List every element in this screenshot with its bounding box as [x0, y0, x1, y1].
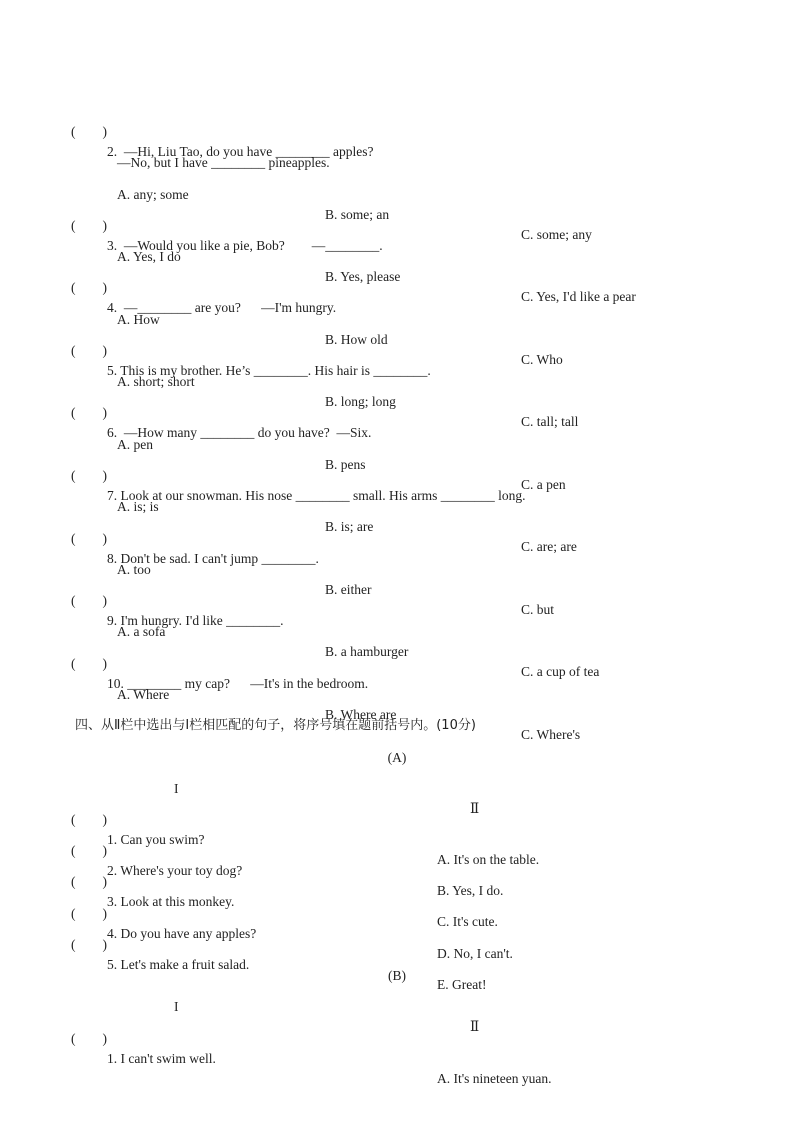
answer-bracket[interactable]: ( ): [71, 906, 107, 921]
option-a: A. Yes, I do: [117, 249, 181, 264]
column-1-heading: I: [174, 999, 179, 1014]
match-answer: D. No, I can't.: [437, 946, 513, 961]
answer-bracket[interactable]: ( ): [71, 1031, 107, 1046]
answer-bracket[interactable]: ( ): [71, 874, 107, 889]
option-c: C. a cup of tea: [521, 664, 600, 679]
answer-bracket[interactable]: ( ): [71, 343, 107, 358]
question-text: 5. This is my brother. He’s ________. His hair is ________.: [107, 363, 431, 378]
option-a: A. Where: [117, 687, 170, 702]
question-continuation: —No, but I have ________ pineapples.: [117, 155, 330, 170]
match-question: 1. I can't swim well.: [107, 1051, 216, 1066]
match-answer: C. It's cute.: [437, 914, 498, 929]
option-b: B. How old: [325, 332, 388, 347]
answer-bracket[interactable]: ( ): [71, 937, 107, 952]
option-a: A. a sofa: [117, 624, 166, 639]
question-text: 7. Look at our snowman. His nose ________ small. His arms ________ long.: [107, 488, 526, 503]
option-a: A. any; some: [117, 187, 189, 202]
option-b: B. Where are: [325, 707, 397, 722]
answer-bracket[interactable]: ( ): [71, 656, 107, 671]
option-c: C. Yes, I'd like a pear: [521, 289, 636, 304]
answer-bracket[interactable]: ( ): [71, 843, 107, 858]
match-row: [0, 1009, 794, 1086]
option-c: C. Where's: [521, 727, 581, 742]
match-question: 4. Do you have any apples?: [107, 926, 257, 941]
answer-bracket[interactable]: ( ): [71, 593, 107, 608]
question-text: 9. I'm hungry. I'd like ________.: [107, 613, 284, 628]
option-b: B. long; long: [325, 394, 396, 409]
question-text: 2. —Hi, Liu Tao, do you have ________ apples?: [107, 144, 374, 159]
match-answer: A. It's on the table.: [437, 852, 540, 867]
answer-bracket[interactable]: ( ): [71, 812, 107, 827]
match-answer: E. Great!: [437, 977, 487, 992]
part-a-label: (A): [387, 750, 407, 765]
question-text: 10. ________ my cap? —It's in the bedroom.: [107, 676, 369, 691]
answer-bracket[interactable]: ( ): [71, 124, 107, 139]
match-question: 2. Where's your toy dog?: [107, 863, 243, 878]
match-question: 1. Can you swim?: [107, 832, 205, 847]
match-question: 3. Look at this monkey.: [107, 894, 235, 909]
option-c: C. tall; tall: [521, 414, 579, 429]
option-a: A. is; is: [117, 499, 159, 514]
option-b: B. is; are: [325, 519, 374, 534]
option-a: A. short; short: [117, 374, 195, 389]
option-a: A. too: [117, 562, 151, 577]
option-b: B. a hamburger: [325, 644, 409, 659]
column-2-heading: Ⅱ: [470, 1019, 480, 1034]
question-text: 6. —How many ________ do you have? —Six.: [107, 425, 372, 440]
answer-bracket[interactable]: ( ): [71, 531, 107, 546]
option-c: C. but: [521, 602, 555, 617]
option-b: B. Yes, please: [325, 269, 401, 284]
option-c: C. Who: [521, 352, 563, 367]
option-c: C. some; any: [521, 227, 592, 242]
answer-bracket[interactable]: ( ): [71, 405, 107, 420]
question-text: 3. —Would you like a pie, Bob? —________.: [107, 238, 383, 253]
option-a: A. pen: [117, 437, 153, 452]
match-answer: B. Yes, I do.: [437, 883, 504, 898]
match-row: [0, 790, 794, 867]
option-a: A. How: [117, 312, 160, 327]
option-b: B. some; an: [325, 207, 390, 222]
option-c: C. are; are: [521, 539, 577, 554]
question-text: 8. Don't be sad. I can't jump ________.: [107, 551, 319, 566]
match-answer: A. It's nineteen yuan.: [437, 1071, 552, 1086]
answer-bracket[interactable]: ( ): [71, 218, 107, 233]
section-4-title: 四、从Ⅱ栏中选出与Ⅰ栏相匹配的句子，将序号填在题前括号内。(10分): [75, 718, 476, 733]
column-2-heading: Ⅱ: [470, 801, 480, 816]
column-1-heading: I: [174, 781, 179, 796]
question-text: 4. —________ are you? —I'm hungry.: [107, 300, 337, 315]
option-b: B. pens: [325, 457, 366, 472]
option-c: C. a pen: [521, 477, 566, 492]
answer-bracket[interactable]: ( ): [71, 468, 107, 483]
option-b: B. either: [325, 582, 372, 597]
part-b-label: (B): [388, 968, 406, 983]
answer-bracket[interactable]: ( ): [71, 280, 107, 295]
match-question: 5. Let's make a fruit salad.: [107, 957, 250, 972]
